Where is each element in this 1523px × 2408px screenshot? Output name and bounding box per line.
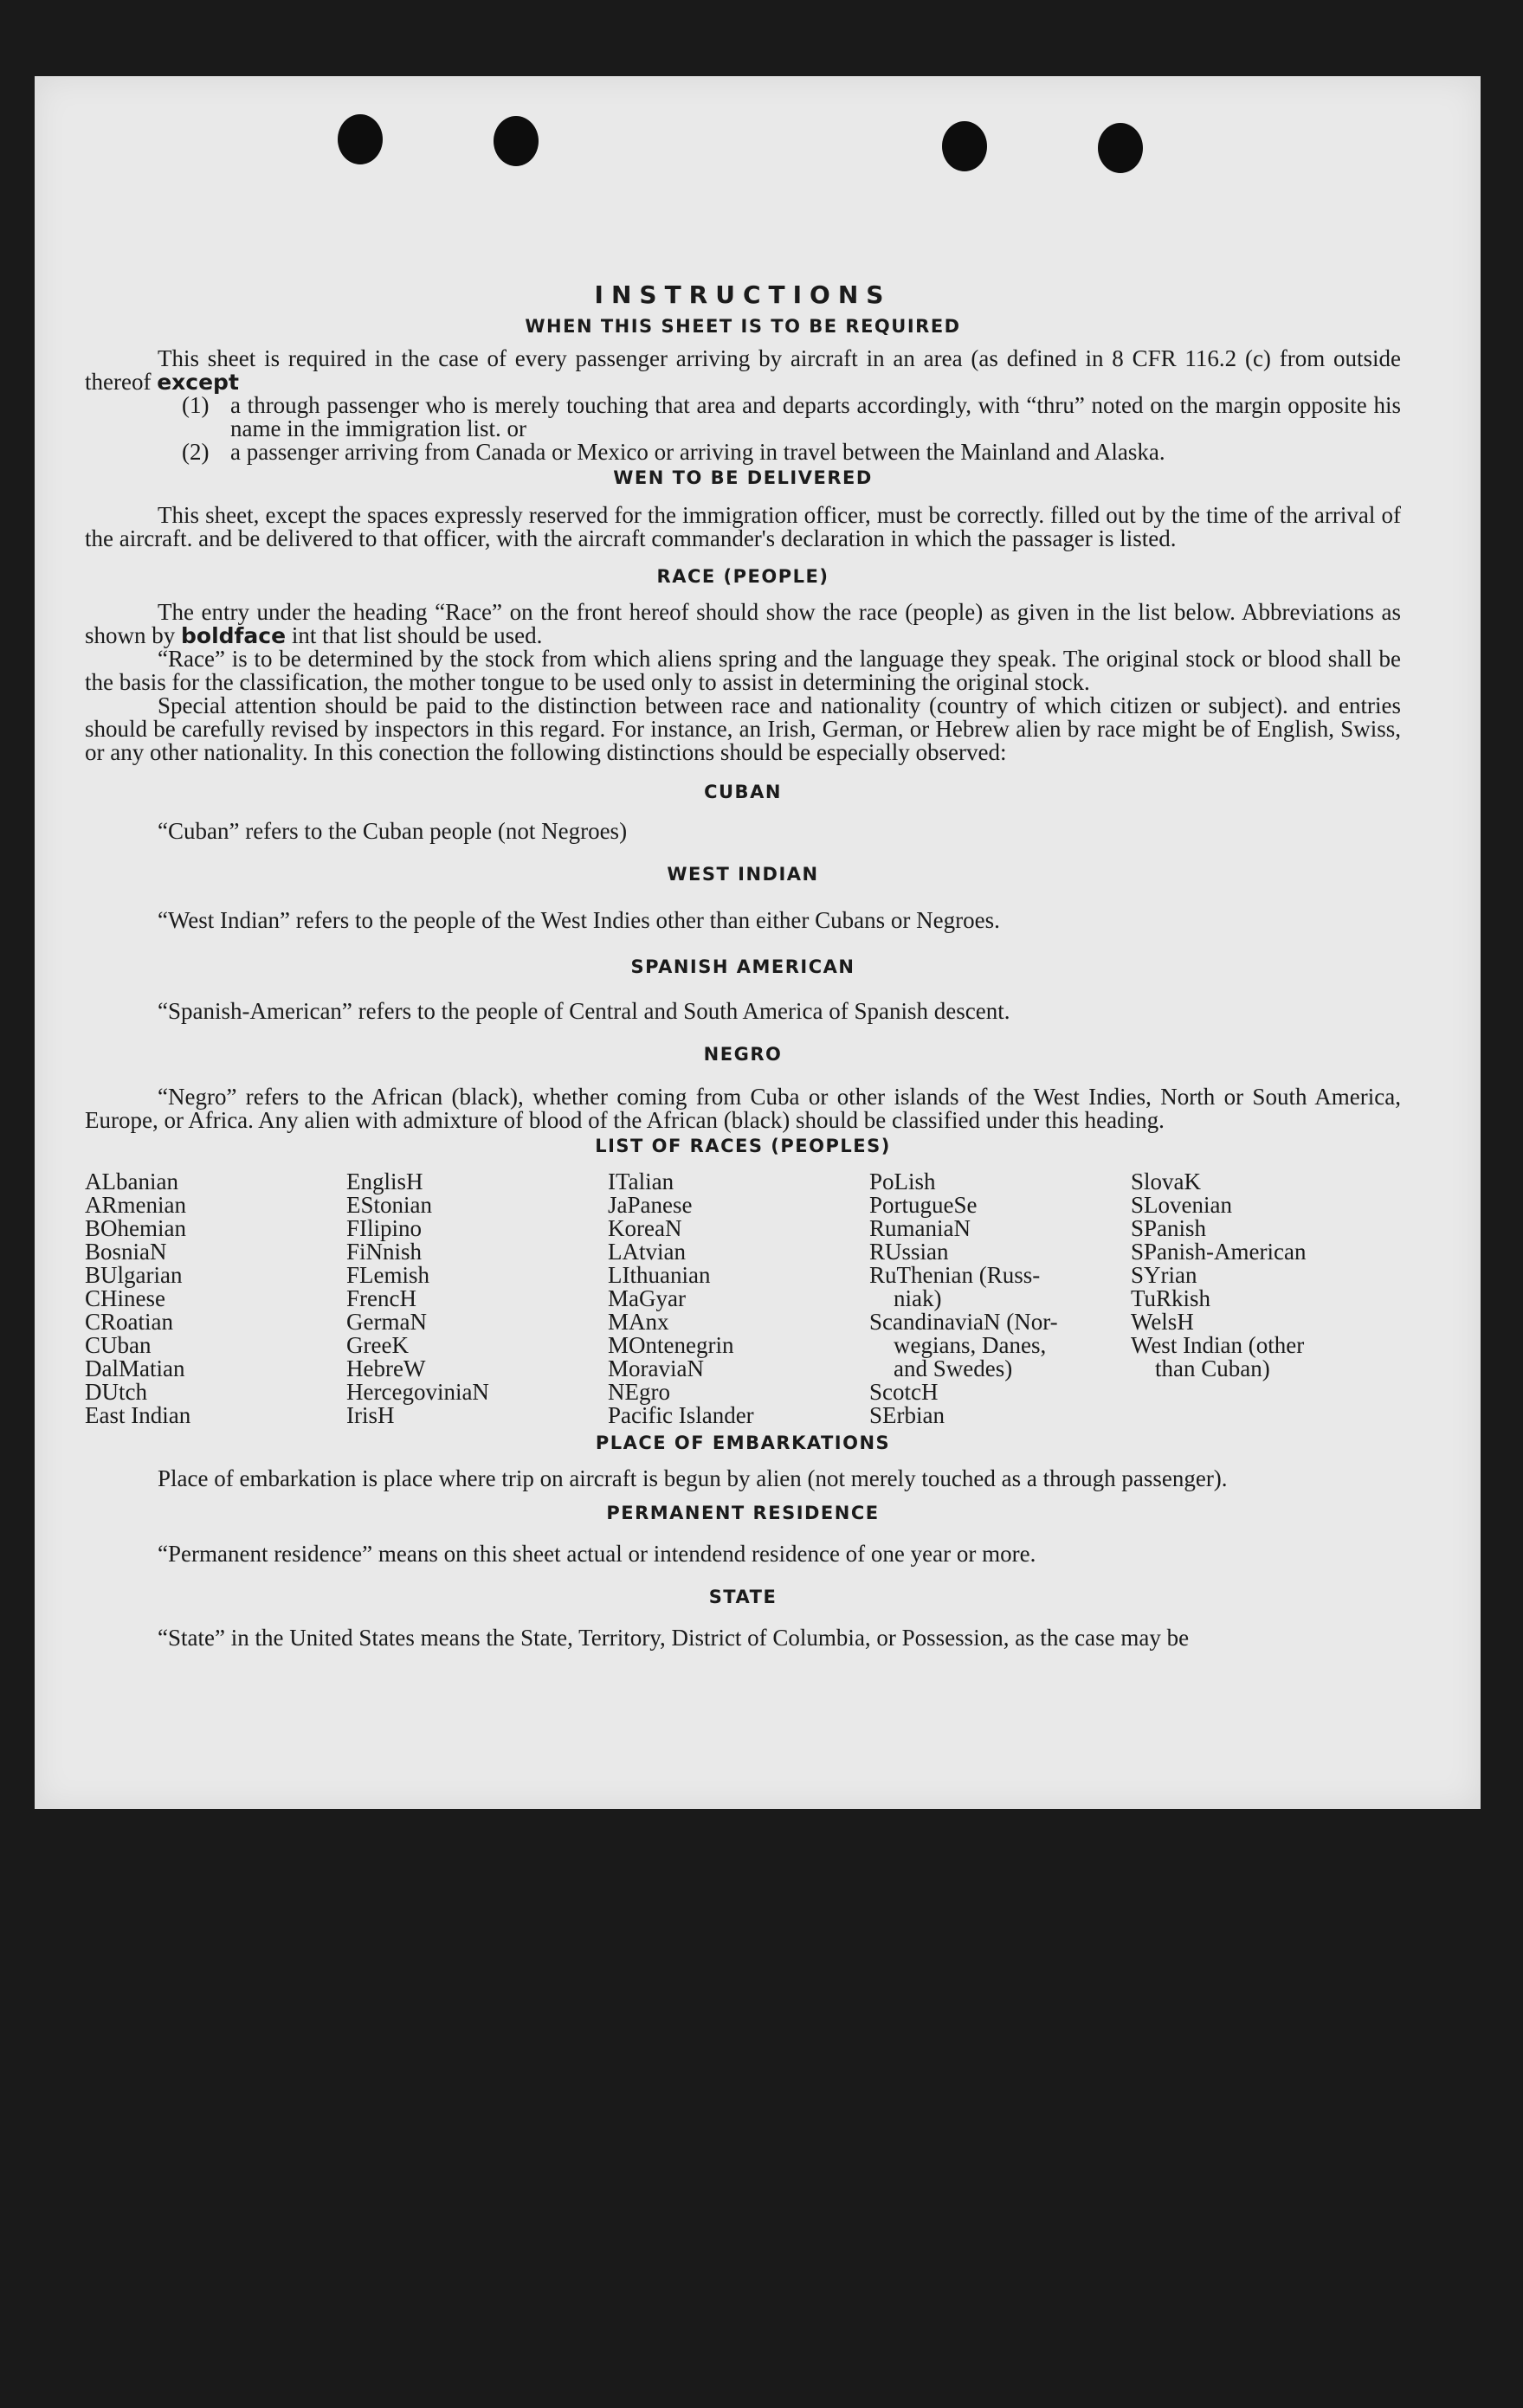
negro-paragraph: “Negro” refers to the African (black), whether coming from Cuba or other islands of the West Indies, North or South America, Europe, or Africa. Any alien with admixture of blood of the African (black) should be classified under this heading. <box>85 1084 1401 1133</box>
when-item-2: (2) a passenger arriving from Canada or Mexico or arriving in travel between the Mainland and Alaska. <box>182 439 1165 465</box>
race-item: East Indian <box>85 1402 191 1428</box>
races-column-5 <box>1131 1170 1356 1427</box>
race-item: ARmenian <box>85 1192 186 1218</box>
race-item: ScandinaviaN (Nor- <box>869 1309 1058 1335</box>
race-item: FLemish <box>346 1262 430 1288</box>
race-item: RumaniaN <box>869 1215 971 1241</box>
race-item: RuThenian (Russ- <box>869 1262 1041 1288</box>
race-item: CRoatian <box>85 1309 173 1335</box>
races-column-2 <box>346 1170 608 1427</box>
section-heading-spanish-american: SPANISH AMERICAN <box>630 956 855 977</box>
section-heading-race: RACE (PEOPLE) <box>656 566 829 587</box>
when-paragraph: This sheet is required in the case of every passenger arriving by aircraft in an area (as defined in 8 CFR 116.2 (c) from outside thereof except <box>85 345 1401 395</box>
race-item: RUssian <box>869 1239 949 1265</box>
delivered-paragraph: This sheet, except the spaces expressly reserved for the immigration officer, must be correctly. filled out by the time of the arrival of the aircraft. and be delivered to that officer, with the aircraft commander's declaration in which the passager is listed. <box>85 502 1401 551</box>
race-item: SLovenian <box>1131 1192 1232 1218</box>
section-heading-cuban: CUBAN <box>704 782 782 802</box>
race-item: ALbanian <box>85 1169 178 1194</box>
race-item: IrisH <box>346 1402 395 1428</box>
race-item: SYrian <box>1131 1262 1197 1288</box>
race-item: BOhemian <box>85 1215 186 1241</box>
residence-paragraph: “Permanent residence” means on this sheet actual or intendend residence of one year or more. <box>158 1541 1036 1567</box>
race-item: PortugueSe <box>869 1192 978 1218</box>
race-item: HercegoviniaN <box>346 1379 489 1405</box>
race-item: GermaN <box>346 1309 427 1335</box>
section-heading-when: WHEN THIS SHEET IS TO BE REQUIRED <box>525 316 961 337</box>
race-paragraph-3: Special attention should be paid to the distinction between race and nationality (country of which citizen or subject). and entries should be carefully revised by inspectors in this regard. For instance, an Irish, German, or Hebrew alien by race might be of English, Swiss, or any other nationality. In this conection the following distinctions should be especially observed: <box>85 692 1401 765</box>
section-heading-list-of-races: LIST OF RACES (PEOPLES) <box>595 1136 891 1156</box>
embarkation-paragraph: Place of embarkation is place where trip on aircraft is begun by alien (not merely touched as a through passenger). <box>158 1465 1228 1491</box>
race-item: ScotcH <box>869 1379 939 1405</box>
race-item: LIthuanian <box>608 1262 711 1288</box>
race-item: Pacific Islander <box>608 1402 754 1428</box>
section-heading-state: STATE <box>708 1587 778 1607</box>
race-item: EStonian <box>346 1192 432 1218</box>
race-item: HebreW <box>346 1355 426 1381</box>
race-item: MoraviaN <box>608 1355 704 1381</box>
races-column-1 <box>85 1170 346 1427</box>
section-heading-west-indian: WEST INDIAN <box>667 864 819 885</box>
races-column-3 <box>608 1170 869 1427</box>
race-item: than Cuban) <box>1155 1355 1270 1381</box>
race-item: SPanish <box>1131 1215 1207 1241</box>
instructions-content <box>85 206 1401 1650</box>
race-item: MaGyar <box>608 1285 686 1311</box>
punch-hole <box>942 121 987 171</box>
race-item: FrencH <box>346 1285 416 1311</box>
race-item: SlovaK <box>1131 1169 1201 1194</box>
cuban-paragraph: “Cuban” refers to the Cuban people (not Negroes) <box>158 818 628 844</box>
race-item: DUtch <box>85 1379 147 1405</box>
race-item: niak) <box>894 1285 942 1311</box>
race-item: BUlgarian <box>85 1262 183 1288</box>
race-item: NEgro <box>608 1379 670 1405</box>
race-item: TuRkish <box>1131 1285 1211 1311</box>
race-item: MOntenegrin <box>608 1332 734 1358</box>
races-list <box>85 1170 1401 1427</box>
punch-hole <box>338 114 383 164</box>
race-item: LAtvian <box>608 1239 686 1265</box>
race-paragraph-1: The entry under the heading “Race” on the front hereof should show the race (people) as given in the list below. Abbreviations as shown by boldface int that list should be used. <box>85 599 1401 648</box>
race-item: DalMatian <box>85 1355 185 1381</box>
section-heading-delivered: WEN TO BE DELIVERED <box>613 467 873 488</box>
west-indian-paragraph: “West Indian” refers to the people of the West Indies other than either Cubans or Negroes. <box>158 907 1000 933</box>
spanish-american-paragraph: “Spanish-American” refers to the people of Central and South America of Spanish descent. <box>158 998 1010 1024</box>
race-item: BosniaN <box>85 1239 167 1265</box>
section-heading-negro: NEGRO <box>703 1044 783 1065</box>
race-paragraph-2: “Race” is to be determined by the stock from which aliens spring and the language they speak. The original stock or blood shall be the basis for the classification, the mother tongue to be used only to assist in determining the original stock. <box>85 646 1401 695</box>
race-item: KoreaN <box>608 1215 682 1241</box>
race-item: PoLish <box>869 1169 936 1194</box>
race-item: JaPanese <box>608 1192 693 1218</box>
race-item: wegians, Danes, <box>894 1332 1047 1358</box>
races-column-4 <box>869 1170 1131 1427</box>
page-title: INSTRUCTIONS <box>594 280 892 309</box>
race-item: and Swedes) <box>894 1355 1013 1381</box>
race-item: ITalian <box>608 1169 674 1194</box>
race-item: CHinese <box>85 1285 165 1311</box>
race-item: MAnx <box>608 1309 669 1335</box>
section-heading-embarkation: PLACE OF EMBARKATIONS <box>595 1433 891 1453</box>
race-item: CUban <box>85 1332 152 1358</box>
race-item: West Indian (other <box>1131 1332 1305 1358</box>
when-item-1: (1) a through passenger who is merely touching that area and departs accordingly, with “thru” noted on the margin opposite his name in the immigration list. or <box>182 392 1401 441</box>
race-item: FIlipino <box>346 1215 423 1241</box>
punch-hole <box>1098 123 1143 173</box>
race-item: SPanish-American <box>1131 1239 1307 1265</box>
punch-hole <box>494 116 539 166</box>
section-heading-residence: PERMANENT RESIDENCE <box>606 1503 880 1523</box>
state-paragraph: “State” in the United States means the State, Territory, District of Columbia, or Possession, as the case may be <box>158 1625 1190 1651</box>
race-item: EnglisH <box>346 1169 423 1194</box>
document-page <box>35 76 1481 1809</box>
race-item: WelsH <box>1131 1309 1194 1335</box>
race-item: FiNnish <box>346 1239 423 1265</box>
race-item: SErbian <box>869 1402 945 1428</box>
race-item: GreeK <box>346 1332 409 1358</box>
